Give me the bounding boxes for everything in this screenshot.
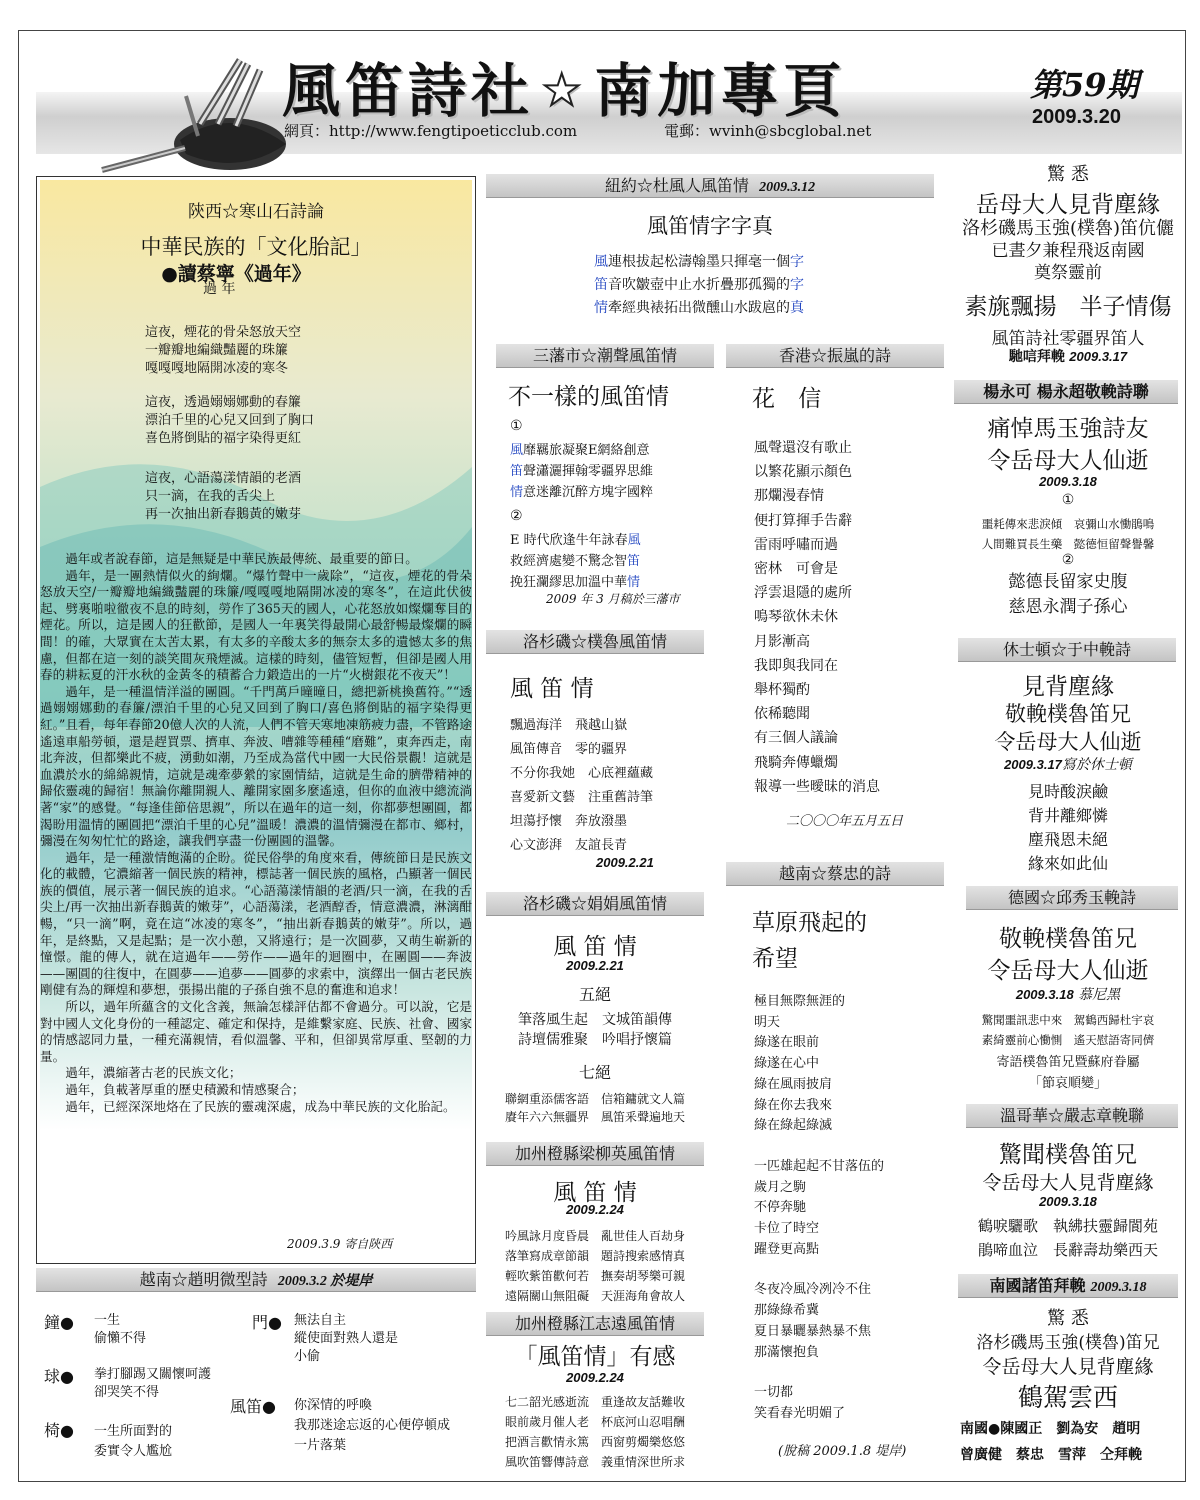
poem-line: 一瓣瓣地編織豔麗的珠簾 (145, 343, 289, 358)
liang-date: 2009.2.24 (566, 1202, 624, 1217)
liang-title: 風 笛 情 (553, 1180, 637, 1206)
micro-poem-key: 椅● (44, 1421, 74, 1440)
lajuan-wujue-label: 五絕 (578, 985, 611, 1004)
section-header-south: 南國諸笛拜輓 2009.3.18 (958, 1274, 1178, 1298)
lajuan-qijue-label: 七絕 (578, 1063, 611, 1082)
poem-line: 這夜，心語蕩漾情韻的老酒 (145, 471, 302, 486)
section-header-hk: 香港☆振嵐的詩 (726, 344, 944, 368)
essay-paragraph: 過年，是一團熱情似火的絢爛。“爆竹聲中一歲除”，“這夜，煙花的骨朵怒放天空/一瓣瓣地編織豔麗的珠簾/嘎嘎嘎地隔開冰凌的寒冬”，在這此伏彼起、劈裏啪啦徹夜不息的時刻，勞作了365天的國人，心花怒放如燦爛奪目的煙花。所以，這是國人的狂歡節，是國人一年裏笑得最開心最舒暢最燦爛的瞬間！的確，大眾實在太苦太累，有太多的辛酸太多的無奈太多的遺憾太多的焦慮，但都在這一刻的談笑間灰飛煙滅。這樣的時刻，儘管短暫，但卻是國人用春的耕耘夏的汗水秋的金黃冬的積蓄合力鍛造出的一片“火樹銀花不夜天”！ (40, 567, 472, 683)
south-names-2: 曾廣健 蔡忠 雪萍 仝拜輓 (960, 1447, 1142, 1463)
poem-line: 再一次抽出新春鵝黃的嫩芽 (145, 507, 302, 522)
cai-title-2: 希望 (752, 946, 798, 972)
lapu-date: 2009.2.21 (596, 855, 654, 870)
r1-l4: 已晝夕兼程飛返南國 (991, 241, 1145, 261)
hk-poem: 風聲還沒有歌止 以繁花顯示顏色 那爛漫春情 便打算揮手告辭 雷雨呼嘯而過 密林 可會是 浮雲退隱的處所 鳴琴欲休未休 月影漸高 我即與我同在 舉杯獨酌 依稀聽聞 有三個人議論 飛騎奔傳蠟燭 報導一些曖昧的消息 (754, 440, 880, 795)
section-header-yang: 楊永可 楊永超敬輓詩聯 (954, 380, 1178, 404)
micro-poem: 一生所面對的 委實令人尷尬 (94, 1424, 173, 1459)
yang-l2: 令岳母大人仙逝 (987, 448, 1149, 474)
r1-l8: 馳唁拜輓 2009.3.17 (1008, 349, 1128, 365)
micro-poem-key: 鐘● (44, 1313, 74, 1332)
masthead-title: 風笛詩社 ★ 南加專頁 (282, 57, 847, 125)
yang-n2: ② (1061, 552, 1075, 568)
issue-number: 第59期 (1030, 66, 1139, 104)
essay-byline: 陝西☆寒山石詩論 (188, 202, 324, 222)
section-header-sf: 三藩市☆潮聲風笛情 (496, 344, 714, 368)
r1-l2: 岳母大人見背塵緣 (976, 192, 1160, 218)
houston-poem: 見時酸淚鹼 背井離鄉憐 塵飛恩未絕 緣來如此仙 (1027, 782, 1108, 873)
houston-date: 2009.3.17寫於休士頓 (1004, 757, 1132, 773)
hk-date: 二〇〇〇年五月五日 (786, 814, 904, 829)
r1-l3: 洛杉磯馬玉強(樸魯)笛伉儷 (961, 218, 1175, 239)
de-date: 2009.3.18 慕尼黑 (1015, 987, 1121, 1003)
nyc-line: 風連根拔起松濤翰墨只揮毫一個字 (594, 254, 804, 270)
section-header-zhao: 越南☆趙明微型詩 2009.3.2 於堤岸 (36, 1268, 476, 1292)
south-l2: 洛杉磯馬玉強(樸魯)笛兄 (976, 1333, 1160, 1353)
essay-body (40, 551, 472, 1115)
sf-title: 不一樣的風笛情 (508, 384, 669, 410)
micro-poem: 拳打腳踢又關懷呵護 卻哭笑不得 (94, 1367, 212, 1400)
cai-poem: 極目無際無涯的 明天 綠遂在眼前 綠遂在心中 綠在風雨披肩 綠在你去我來 綠在綠起綠滅 一匹雄起起不甘落伍的 歲月之駒 不停奔馳 卡位了時空 躍登更高點 冬夜冷風冷冽冷不住 那綠綠希冀 夏日暴曬暴熱暴不焦 那滿懷抱負 一切都 笑看春光明媚了 (754, 994, 885, 1421)
section-header-liang: 加州橙縣梁柳英風笛情 (486, 1142, 704, 1166)
poem-line: 喜色將倒貼的福字染得更紅 (145, 431, 302, 446)
sf-poem-2: E 時代欣逢牛年詠春風 救經濟處變不驚念智笛 挽狂瀾繆思加溫中華情 (510, 533, 641, 590)
jiang-date: 2009.2.24 (566, 1370, 624, 1385)
de-couplet: 驚聞噩訊悲中來 駕鶴西歸杜宇哀 素綺靈前心慟惻 遙天慰語寄同儕 (981, 1013, 1155, 1047)
poem-title: 過 年 (203, 281, 236, 297)
email-link[interactable]: 電郵：wvinh@sbcglobal.net (664, 122, 872, 140)
yang-couplet-1: 噩耗傳來悲淚傾 哀彌山水慟鵑鳴 人間難買長生藥 懿德恒留聲譽馨 (981, 517, 1155, 551)
lajuan-qijue: 聯網重添儒客語 信箱鏞就文人篇 賡年六六無疆界 風笛釆聲遍地天 (504, 1092, 685, 1124)
essay-paragraph: 過年，濃縮著古老的民族文化； (65, 1065, 242, 1081)
website-link[interactable]: 網頁：http://www.fengtipoeticclub.com (284, 122, 578, 140)
section-header-lajuan: 洛杉磯☆娟娟風笛情 (486, 892, 704, 916)
section-header-lapu: 洛杉磯☆樸魯風笛情 (486, 630, 704, 654)
essay-paragraph: 過年或者說春節，這是無疑是中華民族最傳統、最重要的節日。 (65, 551, 418, 566)
houston-l3: 令岳母大人仙逝 (994, 730, 1142, 754)
yang-l1: 痛悼馬玉強詩友 (987, 416, 1149, 442)
issue-date: 2009.3.20 (1032, 106, 1121, 128)
poem-line: 漂泊千里的心兒又回到了胸口 (145, 413, 315, 428)
sf-poem-1: 風靡羈旅凝聚E網絡創意 笛聲瀟灑揮翰零疆界思維 情意迷離沉醉方塊字國粹 (510, 443, 654, 500)
essay-paragraph: 過年，是一種激情飽滿的企盼。從民俗學的角度來看，傳統節日是民族文化的載體，它濃縮著一個民族的精神，標誌著一個民族的風格，凸顯著一個民族的價值，展示著一個民族的追求。“心語蕩漾情韻的老酒/只一滴，在我的舌尖上/再一次抽出新春鵝黃的嫩芽”，心語蕩漾，老酒醇香，情意濃濃，淋漓酣暢，“只一滴”啊，竟在這“冰凌的寒冬”，“抽出新春鵝黃的嫩芽”。所以，過年，是終點，又是起點；是一次小憩，又將遠行；是一次圓夢，又萌生嶄新的憧憬。龍的傳人，就在這過年——勞作——過年的迴圈中，在團圓——奔波——團圓的往復中，在圓夢——追夢——圓夢的求索中，演繹出一個古老民族剛健有為的輝煌和夢想，張揚出龍的子孫自強不息的奮進和追求！ (40, 849, 472, 998)
van-date: 2009.3.18 (1039, 1194, 1097, 1209)
van-couplet: 鶴唳驪歌 執紼扶靈歸閬苑 鵑啼血泣 長辭壽劫樂西天 (977, 1217, 1158, 1259)
houston-l2: 敬輓樸魯笛兄 (1005, 702, 1131, 726)
r1-l6: 素旐飄揚 半子情傷 (964, 294, 1172, 320)
section-header-jiang: 加州橙縣江志遠風笛情 (486, 1312, 704, 1336)
bagpipe-icon (90, 44, 290, 180)
essay-subtitle: ●讀蔡寧《過年》 (161, 263, 311, 285)
section-header-houston: 休士頓☆于中輓詩 (958, 638, 1176, 662)
lapu-title: 風 笛 情 (510, 676, 594, 702)
poem-line: 這夜，煙花的骨朵怒放天空 (145, 325, 302, 340)
yang-date: 2009.3.18 (1039, 474, 1097, 489)
essay-box (36, 176, 476, 1264)
section-header-de: 德國☆邱秀玉輓詩 (966, 886, 1178, 910)
essay-paragraph: 過年，是一種溫情洋溢的團圓。“千門萬戶曈曈日，總把新桃換舊符。”“透過嫋嫋娜動的春簾/漂泊千里的心兒又回到了胸口/喜色將倒貼的福字染得更紅。”且看，每年春節20億人次的人流，人們不管天寒地凍筋疲力盡，不管路途遙遠車船勞頓，還是趕買票、擠車、奔波、嘈雜等種種“磨難”，東奔西走，南北奔波，但都樂此不疲，湧動如潮，乃至成為當代中國一大民俗景觀！這就是血濃於水的綿綿親情，這就是魂牽夢縈的家園情結，這就是生命的臍帶精神的歸依靈魂的歸宿！無論你離開親人、離開家園多麼遙遠，但你的血液中總流淌著“家”的感覺。“每逢佳節倍思親”，所以在過年的這一刻，你都夢想團圓，都渴盼用溫情的團圓把“漂泊千里的心兒”溫暖！濃濃的溫情彌漫在都市、鄉村，彌漫在匆匆忙忙的路途，讓我們享盡一份團圓的溫馨。 (40, 683, 472, 849)
essay-paragraph: 所以，過年所蘊含的文化含義，無論怎樣評估都不會過分。可以說，它是對中國人文化身份的一種認定、確定和保持，是維繫家庭、民族、社會、國家的情感認同力量，一種充滿親情，看似溫馨、平和，但卻異常厚重、堅韌的力量。 (40, 999, 472, 1064)
section-header-nyc: 紐約☆杜風人風笛情 2009.3.12 (486, 174, 934, 198)
micro-poem-key: 風笛● (230, 1397, 276, 1416)
lajuan-date: 2009.2.21 (566, 958, 624, 973)
de-l2: 令岳母大人仙逝 (987, 958, 1149, 984)
section-header-van: 溫哥華☆嚴志章輓聯 (966, 1104, 1178, 1128)
r1-l5: 奠祭靈前 (1034, 263, 1102, 283)
van-l2: 令岳母大人見背塵緣 (982, 1172, 1154, 1194)
nyc-title: 風笛情字字真 (647, 214, 773, 238)
r1-l1: 驚 悉 (1047, 164, 1089, 185)
de-l1: 敬輓樸魯笛兄 (999, 926, 1137, 952)
liang-poem: 吟風詠月度昏晨 亂世佳人百劫身 落筆寫成章節韻 題詩搜索感情真 輕吹紫笛歡何若 撫奏胡琴樂可親 遠隔關山無阻礙 天涯海角會故人 (504, 1229, 685, 1303)
essay-paragraph: 過年，負載著厚重的歷史積澱和情感聚合； (65, 1082, 305, 1097)
nyc-line: 笛音吹皺壺中止水折疊那孤獨的字 (594, 277, 804, 293)
cai-title-1: 草原飛起的 (752, 910, 867, 936)
houston-l1: 見背塵緣 (1022, 674, 1114, 700)
cai-note: (脫稿 2009.1.8 堤岸) (778, 1444, 907, 1459)
nyc-line: 情牽經典裱拓出微醺山水跋扈的真 (594, 300, 804, 316)
essay-signature: 2009.3.9 寄自陝西 (287, 1237, 393, 1251)
poem-line: 嘎嘎嘎地隔開冰凌的寒冬 (145, 361, 289, 376)
south-l1: 驚 悉 (1047, 1308, 1089, 1329)
lapu-poem: 飄過海洋 飛越山嶽 風笛傳音 零的疆界 不分你我她 心底裡蘊藏 喜愛新文藝 注重舊詩筆 坦蕩抒懷 奔放潑墨 心文澎湃 友誼長青 (510, 718, 654, 853)
essay-paragraph: 過年，已經深深地烙在了民族的靈魂深處，成為中華民族的文化胎記。 (65, 1098, 456, 1114)
van-l1: 驚聞樸魯笛兄 (999, 1142, 1137, 1168)
yang-n1: ① (1061, 492, 1075, 508)
lajuan-wujue: 筆落風生起 文城笛韻傳 詩壇儒雅聚 吟唱抒懷篇 (518, 1012, 672, 1048)
de-note: 寄語樸魯笛兄暨蘇府眷屬 「節哀順變」 (996, 1055, 1140, 1091)
micro-poem-key: 球● (44, 1367, 74, 1386)
r1-l7: 風笛詩社零疆界笛人 (991, 329, 1145, 349)
south-l4: 鶴駕雲西 (1017, 1383, 1118, 1412)
micro-poem-key: 門● (252, 1313, 282, 1332)
hk-title: 花 信 (752, 386, 830, 412)
south-l3: 令岳母大人見背塵緣 (982, 1356, 1154, 1378)
essay-title: 中華民族的「文化胎記」 (140, 235, 372, 259)
poem-line: 只一滴，在我的舌尖上 (145, 489, 276, 504)
micro-poem: 一生 偷懶不得 (94, 1313, 147, 1346)
yang-couplet-2: 懿德長留家史腹 慈恩永潤子孫心 (1008, 572, 1128, 617)
lajuan-title: 風 笛 情 (553, 934, 637, 960)
sf-number: ② (510, 508, 523, 524)
micro-poem: 無法自主 縱使面對熟人還是 小偷 (294, 1313, 399, 1364)
micro-poem: 你深情的呼喚 我那迷途忘返的心便停頓成 一片落葉 (294, 1398, 451, 1453)
south-names-1: 南國●陳國正 劉為安 趙明 (960, 1421, 1141, 1437)
jiang-poem: 七二韶光感逝流 重逢故友話難收 眼前歲月催人老 杯底河山忍唱酬 把酒言歡情永篤 西窗剪燭樂悠悠 風吹笛響傳詩意 義重情深世所求 (504, 1395, 685, 1469)
sf-number: ① (510, 418, 523, 434)
section-header-cai: 越南☆蔡忠的詩 (726, 862, 944, 886)
sf-note: 2009 年 3 月稿於三藩市 (546, 592, 680, 606)
star-icon: ★ (542, 65, 587, 116)
jiang-title: 「風笛情」有感 (514, 1344, 676, 1370)
poem-line: 這夜，透過嫋嫋娜動的春簾 (145, 395, 302, 410)
